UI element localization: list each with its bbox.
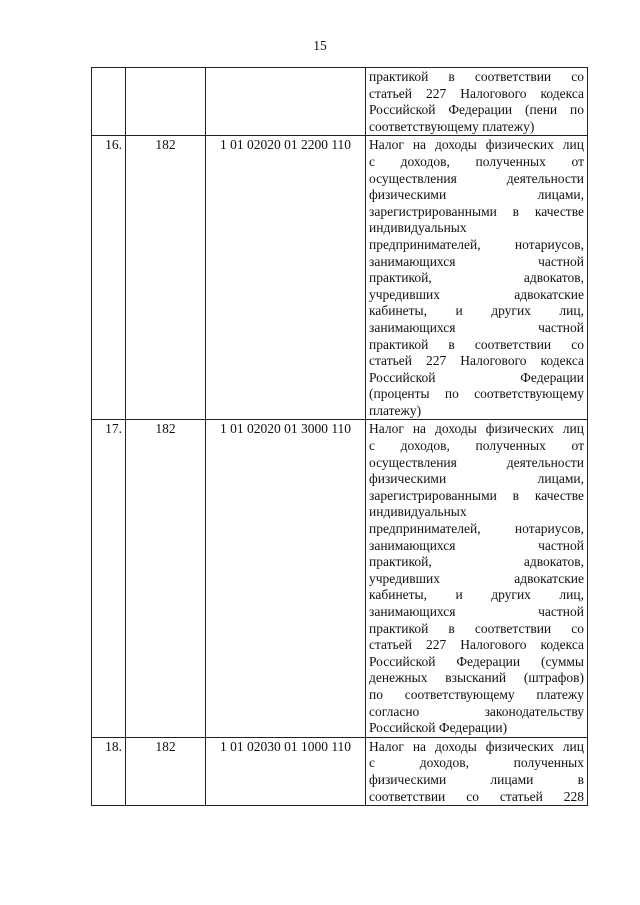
table-body bbox=[92, 68, 588, 806]
table-row bbox=[92, 737, 588, 805]
income-name-line: индивидуальных bbox=[369, 220, 467, 236]
budget-classification-code-cell: 1 01 02030 01 1000 110 bbox=[206, 737, 366, 805]
income-name-line: с доходов, полученных от bbox=[369, 438, 584, 454]
income-name-line: Налог на доходы физических лиц bbox=[369, 421, 584, 437]
row-number-cell: 18. bbox=[92, 737, 126, 805]
income-name-line: зарегистрированными в качестве bbox=[369, 203, 584, 219]
income-name-line: физическими лицами в bbox=[369, 771, 584, 787]
income-name-line: Российской Федерации bbox=[369, 369, 584, 385]
income-name-line: практикой, адвокатов, bbox=[369, 554, 584, 570]
income-name-line: практикой, адвокатов, bbox=[369, 270, 584, 286]
income-name-line: Налог на доходы физических лиц bbox=[369, 738, 584, 754]
income-name-line: практикой в соответствии со bbox=[369, 69, 584, 84]
administrator-code-cell: 182 bbox=[126, 420, 206, 737]
income-name-line: соответствующему платежу) bbox=[369, 118, 535, 134]
income-name-line: платежу) bbox=[369, 402, 422, 418]
income-name-cell bbox=[366, 68, 588, 136]
row-number-cell bbox=[92, 68, 126, 136]
budget-classification-code-cell: 1 01 02020 01 2200 110 bbox=[206, 136, 366, 420]
income-name-line: занимающихся частной bbox=[369, 537, 584, 553]
income-name-line: практикой в соответствии со bbox=[369, 620, 584, 636]
income-name-line: денежных взысканий (штрафов) bbox=[369, 670, 584, 686]
income-name-line: осуществления деятельности bbox=[369, 454, 584, 470]
budget-classification-code-cell bbox=[206, 68, 366, 136]
income-name-cell bbox=[366, 136, 588, 420]
income-name-line: практикой в соответствии со bbox=[369, 336, 584, 352]
income-name-line: Российской Федерации (пени по bbox=[369, 102, 584, 118]
income-name-line: по соответствующему платежу bbox=[369, 686, 584, 702]
income-name-line: предпринимателей, нотариусов, bbox=[369, 521, 584, 537]
income-name-line: занимающихся частной bbox=[369, 319, 584, 335]
row-number-cell: 17. bbox=[92, 420, 126, 737]
income-name-line: индивидуальных bbox=[369, 504, 467, 520]
income-name-line: кабинеты, и других лиц, bbox=[369, 587, 584, 603]
income-name-line: кабинеты, и других лиц, bbox=[369, 303, 584, 319]
income-codes-table bbox=[91, 67, 588, 806]
income-name-line: статьей 227 Налогового кодекса bbox=[369, 85, 584, 101]
income-name-line: статьей 227 Налогового кодекса bbox=[369, 353, 584, 369]
income-name-line: статьей 227 Налогового кодекса bbox=[369, 637, 584, 653]
page-number: 15 bbox=[313, 38, 327, 53]
income-name-line: Российской Федерации) bbox=[369, 720, 508, 736]
administrator-code-cell bbox=[126, 68, 206, 136]
income-name-line: Налог на доходы физических лиц bbox=[369, 137, 584, 153]
table-row bbox=[92, 68, 588, 136]
income-name-line: физическими лицами, bbox=[369, 187, 584, 203]
administrator-code-cell: 182 bbox=[126, 136, 206, 420]
income-name-line: учредивших адвокатские bbox=[369, 286, 584, 302]
income-name-line: предпринимателей, нотариусов, bbox=[369, 236, 584, 252]
budget-classification-code-cell: 1 01 02020 01 3000 110 bbox=[206, 420, 366, 737]
income-name-cell bbox=[366, 737, 588, 805]
administrator-code-cell: 182 bbox=[126, 737, 206, 805]
row-number-cell: 16. bbox=[92, 136, 126, 420]
table-row bbox=[92, 420, 588, 737]
income-name-line: с доходов, полученных bbox=[369, 755, 584, 771]
income-name-line: с доходов, полученных от bbox=[369, 153, 584, 169]
income-name-line: занимающихся частной bbox=[369, 253, 584, 269]
income-name-line: осуществления деятельности bbox=[369, 170, 584, 186]
income-name-line: согласно законодательству bbox=[369, 703, 584, 719]
income-name-line: зарегистрированными в качестве bbox=[369, 487, 584, 503]
income-name-line: учредивших адвокатские bbox=[369, 570, 584, 586]
income-name-line: занимающихся частной bbox=[369, 604, 584, 619]
income-name-line: соответствии со статьей 228 bbox=[369, 788, 584, 804]
income-name-cell bbox=[366, 420, 588, 737]
table-row bbox=[92, 136, 588, 420]
income-name-line: Российской Федерации (суммы bbox=[369, 653, 584, 669]
income-name-line: физическими лицами, bbox=[369, 471, 584, 487]
income-name-line: (проценты по соответствующему bbox=[369, 386, 584, 402]
